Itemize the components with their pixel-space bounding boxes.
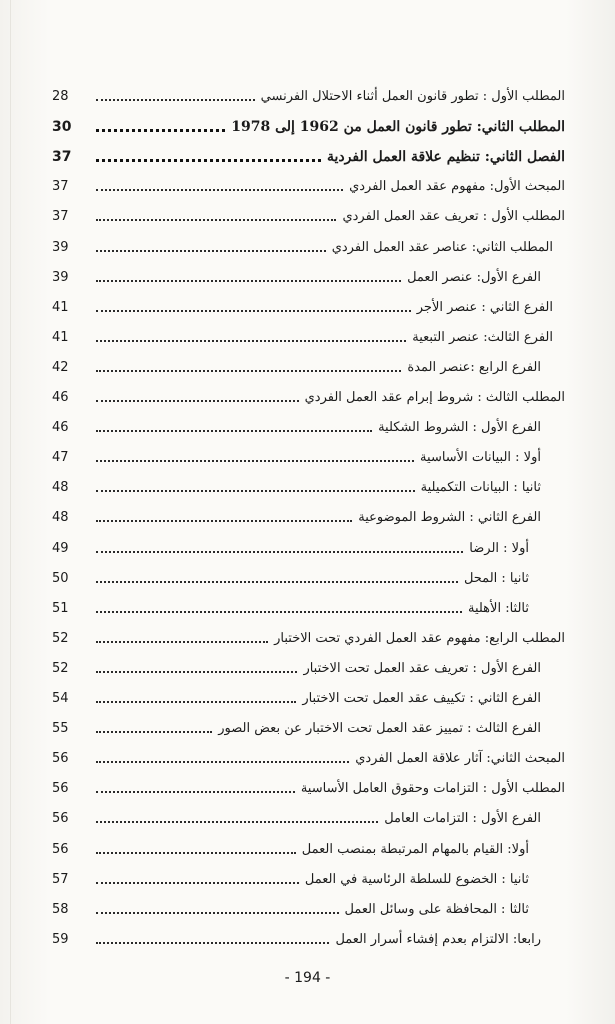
toc-entry-page-number: 30 — [52, 119, 72, 136]
toc-entry-page-number: 56 — [52, 841, 69, 857]
toc-dot-leader — [96, 219, 336, 221]
toc-entry-page-number: 41 — [52, 299, 69, 315]
toc-entry-title: الفرع الثالث : تمييز عقد العمل تحت الاختبار عن بعض الصور — [218, 721, 541, 737]
toc-dot-leader — [96, 641, 268, 643]
toc-entry-page-number: 37 — [52, 209, 69, 225]
toc-entry-title: ثالثا : المحافظة على وسائل العمل — [344, 901, 529, 917]
toc-entry-page-number: 39 — [52, 239, 69, 255]
toc-entry-page-number: 46 — [52, 420, 69, 436]
toc-entry-page-number: 48 — [52, 480, 69, 496]
toc-entry-title: الفرع الأول: عنصر العمل — [407, 269, 541, 285]
toc-entry-title: المطلب الرابع: مفهوم عقد العمل الفردي تحت الاختبار — [274, 630, 565, 646]
toc-entry-page-number: 57 — [52, 871, 69, 887]
toc-entry-page-number: 59 — [52, 931, 69, 947]
toc-dot-leader — [96, 852, 296, 854]
toc-dot-leader — [96, 942, 329, 944]
toc-dot-leader — [96, 701, 296, 703]
toc-dot-leader — [96, 551, 463, 553]
toc-entry — [0, 566, 615, 592]
toc-entry-page-number: 49 — [52, 540, 69, 556]
toc-entry-title: الفرع الثاني : تكييف عقد العمل تحت الاختبار — [302, 691, 541, 706]
toc-dot-leader — [96, 731, 212, 733]
toc-dot-leader — [96, 189, 343, 191]
toc-entry-title: المطلب الأول : التزامات وحقوق العامل الأساسية — [300, 781, 565, 797]
toc-entry — [0, 385, 615, 411]
toc-entry-page-number: 42 — [52, 359, 69, 375]
toc-entry — [0, 174, 615, 200]
toc-entry-title: أولا : البيانات الأساسية — [420, 450, 541, 466]
toc-dot-leader — [96, 882, 299, 884]
toc-entry-page-number: 56 — [52, 811, 69, 827]
toc-entry-title: ثالثا: الأهلية — [467, 600, 529, 616]
toc-entry-title: المبحث الأول: مفهوم عقد العمل الفردي — [349, 179, 565, 195]
toc-dot-leader — [96, 400, 299, 402]
toc-entry-title: الفصل الثاني: تنظيم علاقة العمل الفردية — [327, 149, 565, 166]
toc-dot-leader — [96, 520, 352, 522]
toc-entry — [0, 837, 615, 863]
toc-entry — [0, 897, 615, 923]
toc-dot-leader — [96, 250, 326, 252]
toc-entry — [0, 927, 615, 953]
toc-entry — [0, 84, 615, 110]
toc-entry-title: ثانيا : البيانات التكميلية — [420, 480, 541, 496]
toc-dot-leader — [96, 581, 458, 583]
toc-entry — [0, 475, 615, 501]
toc-entry-page-number: 28 — [52, 89, 69, 104]
toc-entry-page-number: 37 — [52, 179, 69, 195]
toc-dot-leader — [96, 310, 411, 312]
toc-dot-leader — [96, 821, 378, 823]
toc-entry-page-number: 46 — [52, 390, 69, 405]
toc-entry — [0, 114, 615, 140]
toc-entry-page-number: 56 — [52, 751, 69, 767]
toc-entry — [0, 505, 615, 531]
toc-entry-title: الفرع الثاني : عنصر الأجر — [416, 299, 553, 315]
toc-entry-page-number: 58 — [52, 901, 69, 917]
toc-entry — [0, 686, 615, 712]
toc-entry-title: المطلب الثالث : شروط إبرام عقد العمل الفردي — [304, 390, 565, 405]
toc-entry-page-number: 52 — [52, 630, 69, 646]
toc-entry-page-number: 39 — [52, 269, 69, 285]
toc-entry-title: الفرع الأول : تعريف عقد العمل تحت الاختبار — [303, 660, 541, 676]
toc-dot-leader — [96, 490, 415, 492]
toc-entry — [0, 295, 615, 321]
toc-dot-leader — [96, 460, 414, 462]
toc-entry — [0, 265, 615, 291]
toc-entry-title: الفرع الأول : الشروط الشكلية — [378, 420, 541, 436]
toc-dot-leader — [96, 280, 401, 282]
toc-entry-page-number: 54 — [52, 691, 69, 706]
toc-entry — [0, 415, 615, 441]
toc-dot-leader — [96, 340, 406, 342]
toc-entry-title: أولا: القيام بالمهام المرتبطة بمنصب العمل — [301, 841, 529, 857]
toc-dot-leader — [96, 671, 297, 673]
toc-entry — [0, 656, 615, 682]
toc-entry — [0, 445, 615, 471]
toc-dot-leader — [96, 99, 255, 101]
toc-entry — [0, 204, 615, 230]
toc-entry-title: المطلب الثاني: عناصر عقد العمل الفردي — [331, 239, 553, 255]
toc-entry-title: المطلب الثاني: تطور قانون العمل من 1962 إلى 1978 — [231, 119, 565, 136]
toc-entry-page-number: 48 — [52, 510, 69, 526]
toc-entry — [0, 235, 615, 261]
toc-entry-title: المبحث الثاني: آثار علاقة العمل الفردي — [355, 751, 565, 767]
toc-entry-page-number: 37 — [52, 149, 72, 166]
toc-entry — [0, 536, 615, 562]
toc-entry-page-number: 55 — [52, 721, 69, 737]
toc-entry-title: ثانيا : المحل — [463, 570, 529, 586]
toc-entry-page-number: 50 — [52, 570, 69, 586]
toc-entry-title: المطلب الأول : تعريف عقد العمل الفردي — [342, 209, 565, 225]
toc-entry — [0, 355, 615, 381]
toc-entry — [0, 716, 615, 742]
toc-entry — [0, 746, 615, 772]
toc-dot-leader — [96, 791, 295, 793]
toc-entry-title: المطلب الأول : تطور قانون العمل أثناء الاحتلال الفرنسي — [260, 89, 565, 104]
toc-entry-title: الفرع الأول : التزامات العامل — [384, 811, 541, 827]
toc-dot-leader — [96, 912, 339, 914]
toc-entry-page-number: 41 — [52, 329, 69, 345]
toc-entry-title: الفرع الثاني : الشروط الموضوعية — [358, 510, 541, 526]
toc-entry-title: أولا : الرضا — [469, 540, 529, 556]
toc-entry — [0, 325, 615, 351]
toc-dot-leader — [96, 370, 401, 372]
toc-entry-page-number: 51 — [52, 600, 69, 616]
toc-entry-page-number: 47 — [52, 450, 69, 466]
toc-dot-leader — [96, 159, 321, 162]
toc-entry-title: الفرع الرابع :عنصر المدة — [407, 359, 541, 375]
toc-entry — [0, 806, 615, 832]
page-number-footer: - 194 - — [284, 970, 331, 986]
toc-dot-leader — [96, 430, 372, 432]
toc-entry-title: رابعا: الالتزام بعدم إفشاء أسرار العمل — [335, 931, 541, 947]
toc-entry — [0, 626, 615, 652]
toc-entry — [0, 596, 615, 622]
toc-dot-leader — [96, 761, 349, 763]
toc-dot-leader — [96, 611, 462, 613]
toc-entry-title: ثانيا : الخضوع للسلطة الرئاسية في العمل — [304, 871, 529, 887]
toc-entry-page-number: 56 — [52, 781, 69, 797]
toc-dot-leader — [96, 129, 225, 132]
toc-entry — [0, 867, 615, 893]
toc-entry — [0, 776, 615, 802]
toc-entry-page-number: 52 — [52, 660, 69, 676]
toc-entry — [0, 144, 615, 170]
toc-entry-title: الفرع الثالث: عنصر التبعية — [412, 329, 553, 345]
